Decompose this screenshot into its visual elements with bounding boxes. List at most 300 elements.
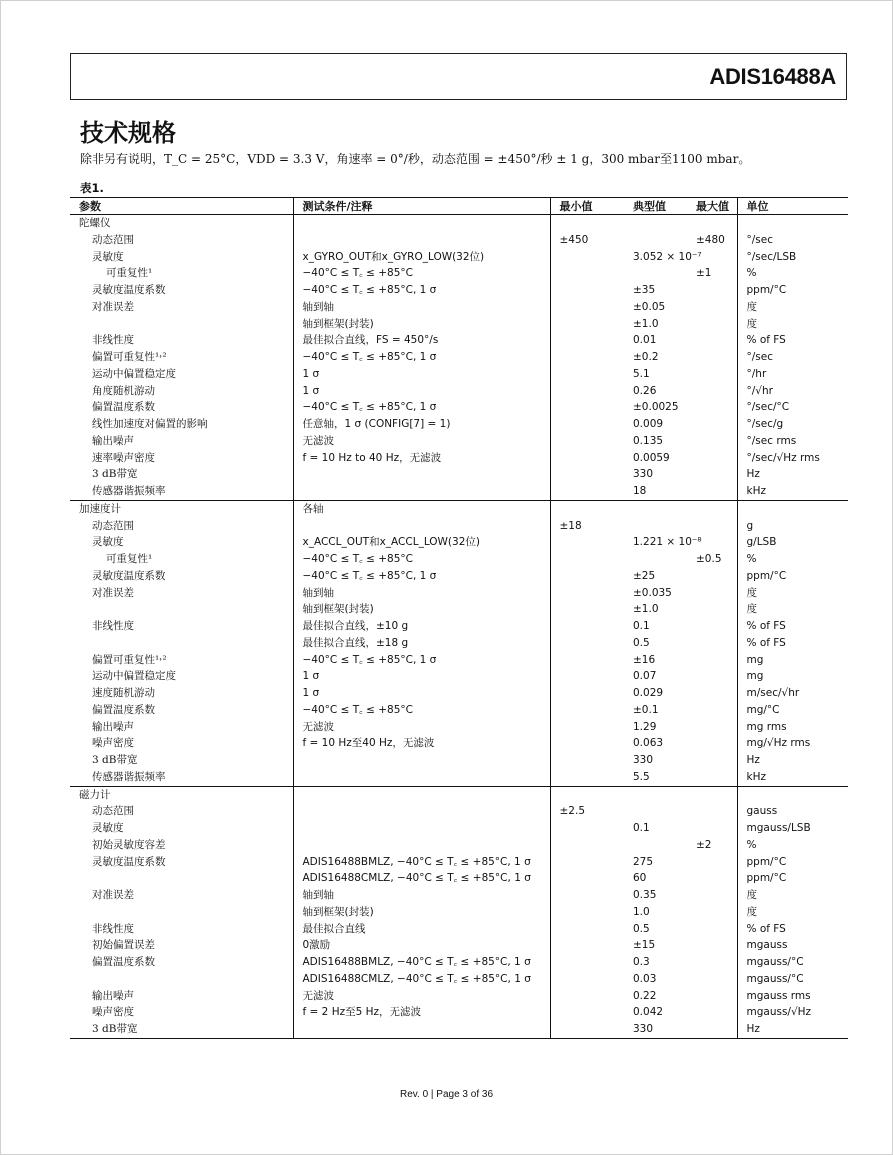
condition-cell: 轴到框架(封装) <box>293 904 550 921</box>
max-cell <box>688 954 737 971</box>
typ-cell: ±0.1 <box>633 703 659 716</box>
max-cell <box>688 299 737 316</box>
min-cell <box>550 870 607 887</box>
unit-cell: 度 <box>737 585 848 602</box>
max-cell <box>688 1021 737 1038</box>
unit-cell: °/sec/LSB <box>737 249 848 266</box>
unit-cell <box>737 215 848 232</box>
table-row <box>70 735 848 752</box>
table-row <box>70 1021 848 1038</box>
condition-cell: 轴到框架(封装) <box>293 316 550 333</box>
condition-cell <box>293 1021 550 1038</box>
unit-cell: Hz <box>737 1021 848 1038</box>
unit-cell: mgauss <box>737 937 848 954</box>
typ-cell: 330 <box>633 468 654 481</box>
table-row <box>70 904 848 921</box>
max-cell <box>688 518 737 535</box>
condition-cell: 轴到轴 <box>293 299 550 316</box>
param-cell: 噪声密度 <box>92 737 134 750</box>
max-cell <box>688 752 737 769</box>
unit-cell: kHz <box>737 769 848 786</box>
condition-cell: ADIS16488CMLZ, −40°C ≤ T꜀ ≤ +85°C, 1 σ <box>293 971 550 988</box>
typ-cell: 0.03 <box>633 972 657 985</box>
min-cell <box>550 820 607 837</box>
typ-cell: 1.29 <box>633 720 657 733</box>
min-cell <box>550 786 607 803</box>
table-row <box>70 786 848 803</box>
unit-cell: °/sec <box>737 232 848 249</box>
col-header-min: 最小值 <box>550 198 607 215</box>
min-cell <box>550 282 607 299</box>
typ-cell <box>607 215 688 232</box>
unit-cell: mgauss rms <box>737 988 848 1005</box>
max-cell <box>688 870 737 887</box>
min-cell <box>550 854 607 871</box>
min-cell <box>550 349 607 366</box>
min-cell <box>550 601 607 618</box>
table-row <box>70 366 848 383</box>
condition-cell <box>293 232 550 249</box>
typ-cell <box>607 500 688 517</box>
table-row <box>70 282 848 299</box>
part-number: ADIS16488A <box>709 64 836 89</box>
col-header-unit: 单位 <box>737 198 848 215</box>
condition-cell: 轴到轴 <box>293 585 550 602</box>
typ-cell: 0.0059 <box>633 451 670 464</box>
max-cell <box>688 215 737 232</box>
unit-cell: 度 <box>737 904 848 921</box>
param-cell <box>70 971 293 988</box>
condition-cell: 1 σ <box>293 668 550 685</box>
typ-cell: 1.221 × 10⁻⁸ <box>633 536 702 549</box>
param-cell: 运动中偏置稳定度 <box>92 670 176 683</box>
param-cell: 灵敏度温度系数 <box>92 855 166 868</box>
max-cell <box>688 786 737 803</box>
min-cell <box>550 585 607 602</box>
param-cell: 非线性度 <box>92 620 134 632</box>
max-cell <box>688 282 737 299</box>
condition-cell: −40°C ≤ T꜀ ≤ +85°C, 1 σ <box>293 568 550 585</box>
table-row <box>70 534 848 551</box>
test-conditions: 除非另有说明，T_C = 25°C，VDD = 3.3 V，角速率 = 0°/秒，动态范围 = ±450°/秒 ± 1 g，300 mbar至1100 mbar。 <box>80 152 751 166</box>
param-cell: 可重复性¹ <box>106 267 153 280</box>
table-row <box>70 752 848 769</box>
param-cell <box>70 635 293 652</box>
typ-cell: 0.35 <box>633 889 657 901</box>
condition-cell <box>293 518 550 535</box>
max-cell <box>688 937 737 954</box>
unit-cell: Hz <box>737 466 848 483</box>
param-cell: 动态范围 <box>92 519 134 532</box>
table-row <box>70 954 848 971</box>
max-cell <box>688 820 737 837</box>
max-cell: ±0.5 <box>696 553 722 565</box>
condition-cell: −40°C ≤ T꜀ ≤ +85°C, 1 σ <box>293 652 550 669</box>
param-cell: 动态范围 <box>92 805 134 818</box>
unit-cell: % of FS <box>737 635 848 652</box>
condition-cell: −40°C ≤ T꜀ ≤ +85°C, 1 σ <box>293 349 550 366</box>
table-row <box>70 383 848 400</box>
condition-cell: 最佳拟合直线，±18 g <box>293 635 550 652</box>
typ-cell: ±25 <box>633 569 656 582</box>
table-caption: 表1. <box>80 181 104 195</box>
param-cell: 可重复性¹ <box>106 553 153 565</box>
condition-cell: −40°C ≤ T꜀ ≤ +85°C <box>293 702 550 719</box>
unit-cell: ppm/°C <box>737 568 848 585</box>
param-cell: 运动中偏置稳定度 <box>92 367 176 380</box>
typ-cell: ±1.0 <box>633 603 659 616</box>
param-cell: 灵敏度 <box>92 250 124 263</box>
unit-cell <box>737 500 848 517</box>
typ-cell: 1.0 <box>633 905 650 918</box>
max-cell <box>688 568 737 585</box>
min-cell <box>550 383 607 400</box>
unit-cell: mgauss/°C <box>737 971 848 988</box>
param-cell: 非线性度 <box>92 922 134 935</box>
min-cell <box>550 887 607 904</box>
unit-cell: °/sec rms <box>737 433 848 450</box>
typ-cell <box>607 265 688 282</box>
typ-cell: ±16 <box>633 653 656 666</box>
typ-cell: 330 <box>607 1021 688 1038</box>
table-row <box>70 719 848 736</box>
param-cell: 输出噪声 <box>92 434 134 447</box>
condition-cell: 1 σ <box>293 366 550 383</box>
max-cell <box>688 332 737 349</box>
condition-cell <box>293 483 550 500</box>
typ-cell: 0.1 <box>633 822 650 834</box>
typ-cell: 0.063 <box>633 737 664 750</box>
min-cell <box>550 433 607 450</box>
typ-cell <box>607 232 688 249</box>
param-cell: 速率噪声密度 <box>92 451 155 464</box>
unit-cell: °/sec/g <box>737 416 848 433</box>
max-cell <box>688 735 737 752</box>
typ-cell: 275 <box>633 855 654 868</box>
unit-cell: m/sec/√hr <box>737 685 848 702</box>
condition-cell: 0激励 <box>293 937 550 954</box>
unit-cell: % of FS <box>737 921 848 938</box>
param-cell: 3 dB带宽 <box>70 1021 293 1038</box>
typ-cell: 5.1 <box>633 367 650 380</box>
min-cell <box>550 299 607 316</box>
param-cell: 初始偏置误差 <box>92 939 155 952</box>
typ-cell: ±15 <box>633 939 656 952</box>
param-cell: 初始灵敏度容差 <box>92 838 166 851</box>
typ-cell: 0.26 <box>633 384 657 397</box>
min-cell <box>550 416 607 433</box>
table-row <box>70 921 848 938</box>
min-cell <box>550 937 607 954</box>
param-cell: 非线性度 <box>92 334 134 347</box>
table-header-row <box>70 198 848 215</box>
condition-cell: 最佳拟合直线 <box>293 921 550 938</box>
section-title: 技术规格 <box>80 119 176 147</box>
unit-cell: mg <box>737 668 848 685</box>
unit-cell: Hz <box>737 752 848 769</box>
unit-cell: % <box>737 551 848 568</box>
table-row <box>70 971 848 988</box>
max-cell <box>688 685 737 702</box>
unit-cell: gauss <box>737 803 848 820</box>
condition-cell: 轴到框架(封装) <box>293 601 550 618</box>
max-cell <box>688 618 737 635</box>
min-cell <box>550 534 607 551</box>
condition-cell: −40°C ≤ T꜀ ≤ +85°C <box>293 551 550 568</box>
unit-cell: kHz <box>737 483 848 500</box>
typ-cell: 5.5 <box>633 770 650 783</box>
typ-cell: ±35 <box>633 284 656 296</box>
typ-cell: ±1.0 <box>633 317 659 330</box>
max-cell <box>688 635 737 652</box>
condition-cell: ADIS16488CMLZ, −40°C ≤ T꜀ ≤ +85°C, 1 σ <box>293 870 550 887</box>
col-header-max: 最大值 <box>688 198 737 215</box>
unit-cell: 度 <box>737 887 848 904</box>
min-cell <box>550 1021 607 1038</box>
condition-cell <box>293 769 550 786</box>
table-row <box>70 618 848 635</box>
max-cell: ±480 <box>696 233 725 246</box>
min-cell <box>550 265 607 282</box>
max-cell <box>688 921 737 938</box>
param-cell: 速度随机游动 <box>92 687 155 699</box>
max-cell <box>688 887 737 904</box>
table-row <box>70 685 848 702</box>
condition-cell <box>293 820 550 837</box>
condition-cell: −40°C ≤ T꜀ ≤ +85°C <box>293 265 550 282</box>
table-row <box>70 232 848 249</box>
table-row <box>70 433 848 450</box>
table-row <box>70 215 848 232</box>
table-row <box>70 937 848 954</box>
condition-cell: f = 2 Hz至5 Hz，无滤波 <box>293 1004 550 1021</box>
unit-cell: g <box>737 518 848 535</box>
max-cell <box>688 399 737 416</box>
table-row <box>70 332 848 349</box>
table-row <box>70 299 848 316</box>
min-cell <box>550 399 607 416</box>
table-row <box>70 601 848 618</box>
condition-cell: −40°C ≤ T꜀ ≤ +85°C, 1 σ <box>293 399 550 416</box>
table-row <box>70 399 848 416</box>
condition-cell: 各轴 <box>293 500 550 517</box>
unit-cell: mgauss/LSB <box>737 820 848 837</box>
typ-cell: 0.029 <box>633 687 664 699</box>
typ-cell: 0.01 <box>633 334 657 347</box>
max-cell <box>688 316 737 333</box>
min-cell <box>550 1004 607 1021</box>
param-cell: 对准误差 <box>92 889 134 901</box>
min-cell <box>550 332 607 349</box>
param-cell: 传感器谐振频率 <box>92 485 166 497</box>
condition-cell: −40°C ≤ T꜀ ≤ +85°C, 1 σ <box>293 282 550 299</box>
typ-cell <box>607 518 688 535</box>
typ-cell: 0.07 <box>633 670 657 683</box>
param-cell: 偏置温度系数 <box>92 956 155 968</box>
typ-cell: 0.1 <box>633 620 650 632</box>
table-row <box>70 483 848 500</box>
condition-cell: 任意轴，1 σ (CONFIG[7] = 1) <box>293 416 550 433</box>
max-cell <box>688 971 737 988</box>
min-cell <box>550 215 607 232</box>
typ-cell: 330 <box>633 754 654 766</box>
table-row <box>70 652 848 669</box>
condition-cell: x_GYRO_OUT和x_GYRO_LOW(32位) <box>293 249 550 266</box>
max-cell <box>688 383 737 400</box>
max-cell <box>688 719 737 736</box>
table-row <box>70 803 848 820</box>
min-cell: ±450 <box>550 232 607 249</box>
param-cell: 角度随机游动 <box>92 384 155 397</box>
typ-cell: ±0.2 <box>633 351 659 363</box>
min-cell <box>550 988 607 1005</box>
param-cell <box>70 904 293 921</box>
max-cell <box>688 483 737 500</box>
max-cell <box>688 652 737 669</box>
min-cell <box>550 702 607 719</box>
condition-cell: 轴到轴 <box>293 887 550 904</box>
param-cell <box>70 870 293 887</box>
min-cell <box>550 366 607 383</box>
table-row <box>70 568 848 585</box>
spec-table <box>70 197 848 1039</box>
typ-cell: 60 <box>633 872 647 885</box>
max-cell: ±1 <box>696 267 712 280</box>
typ-cell: 0.042 <box>633 1006 664 1019</box>
unit-cell: °/sec <box>737 349 848 366</box>
param-cell: 3 dB带宽 <box>92 468 138 481</box>
max-cell <box>688 1004 737 1021</box>
min-cell <box>550 635 607 652</box>
param-cell: 输出噪声 <box>92 989 134 1002</box>
max-cell <box>688 601 737 618</box>
table-row <box>70 466 848 483</box>
table-row <box>70 450 848 467</box>
param-cell: 偏置温度系数 <box>92 703 155 716</box>
max-cell <box>688 668 737 685</box>
min-cell <box>550 466 607 483</box>
param-cell: 陀螺仪 <box>70 215 293 232</box>
min-cell <box>550 954 607 971</box>
unit-cell: g/LSB <box>737 534 848 551</box>
condition-cell: f = 10 Hz to 40 Hz，无滤波 <box>293 450 550 467</box>
unit-cell: °/√hr <box>737 383 848 400</box>
table-row <box>70 265 848 282</box>
table-row <box>70 316 848 333</box>
table-row <box>70 635 848 652</box>
param-cell: 输出噪声 <box>92 720 134 733</box>
param-cell: 传感器谐振频率 <box>92 770 166 783</box>
param-cell: 线性加速度对偏置的影响 <box>92 418 208 430</box>
param-cell: 3 dB带宽 <box>92 754 138 766</box>
col-header-conditions: 测试条件/注释 <box>293 198 550 215</box>
param-cell: 灵敏度 <box>92 536 124 549</box>
param-cell: 磁力计 <box>70 786 293 803</box>
param-cell: 灵敏度温度系数 <box>92 284 166 296</box>
table-row <box>70 349 848 366</box>
unit-cell: 度 <box>737 601 848 618</box>
min-cell <box>550 652 607 669</box>
unit-cell: °/hr <box>737 366 848 383</box>
condition-cell: ADIS16488BMLZ, −40°C ≤ T꜀ ≤ +85°C, 1 σ <box>293 954 550 971</box>
table-row <box>70 854 848 871</box>
typ-cell <box>607 803 688 820</box>
table-row <box>70 870 848 887</box>
typ-cell: 18 <box>633 485 647 497</box>
param-cell: 灵敏度 <box>92 822 124 834</box>
condition-cell <box>293 786 550 803</box>
max-cell <box>688 904 737 921</box>
typ-cell: ±0.035 <box>633 586 672 599</box>
min-cell <box>550 769 607 786</box>
table-row <box>70 585 848 602</box>
unit-cell: mgauss/√Hz <box>737 1004 848 1021</box>
table-row <box>70 249 848 266</box>
typ-cell: ±0.05 <box>633 300 666 313</box>
max-cell <box>688 416 737 433</box>
unit-cell: % of FS <box>737 618 848 635</box>
unit-cell: ppm/°C <box>737 854 848 871</box>
min-cell <box>550 837 607 854</box>
unit-cell: °/sec/√Hz rms <box>737 450 848 467</box>
max-cell <box>688 988 737 1005</box>
table-row <box>70 769 848 786</box>
min-cell <box>550 904 607 921</box>
param-cell: 动态范围 <box>92 233 134 246</box>
condition-cell: 1 σ <box>293 383 550 400</box>
condition-cell: 无滤波 <box>293 719 550 736</box>
condition-cell: 最佳拟合直线，FS = 450°/s <box>293 332 550 349</box>
param-cell: 噪声密度 <box>92 1006 134 1019</box>
typ-cell: 0.3 <box>633 956 650 968</box>
table-row <box>70 887 848 904</box>
param-cell <box>70 316 293 333</box>
unit-cell: % <box>737 265 848 282</box>
min-cell: ±2.5 <box>550 803 607 820</box>
unit-cell: % of FS <box>737 332 848 349</box>
col-header-parameter: 参数 <box>70 198 293 215</box>
typ-cell: ±0.0025 <box>633 401 679 414</box>
typ-cell: 0.5 <box>633 922 650 935</box>
unit-cell: mg <box>737 652 848 669</box>
max-cell <box>688 433 737 450</box>
max-cell <box>688 366 737 383</box>
typ-cell <box>607 837 688 854</box>
param-cell: 灵敏度温度系数 <box>92 569 166 582</box>
min-cell <box>550 971 607 988</box>
condition-cell <box>293 752 550 769</box>
min-cell: ±18 <box>550 518 607 535</box>
min-cell <box>550 685 607 702</box>
table-row <box>70 518 848 535</box>
col-header-typ: 典型值 <box>607 198 688 215</box>
typ-cell: 3.052 × 10⁻⁷ <box>633 250 702 263</box>
max-cell <box>688 450 737 467</box>
min-cell <box>550 450 607 467</box>
min-cell <box>550 500 607 517</box>
typ-cell: 0.5 <box>633 636 650 649</box>
max-cell <box>688 349 737 366</box>
typ-cell: 0.22 <box>633 989 657 1002</box>
table-row <box>70 820 848 837</box>
param-cell <box>70 601 293 618</box>
unit-cell: mg/°C <box>737 702 848 719</box>
condition-cell: 1 σ <box>293 685 550 702</box>
table-row <box>70 988 848 1005</box>
table-row <box>70 668 848 685</box>
condition-cell <box>293 803 550 820</box>
condition-cell: 无滤波 <box>293 988 550 1005</box>
